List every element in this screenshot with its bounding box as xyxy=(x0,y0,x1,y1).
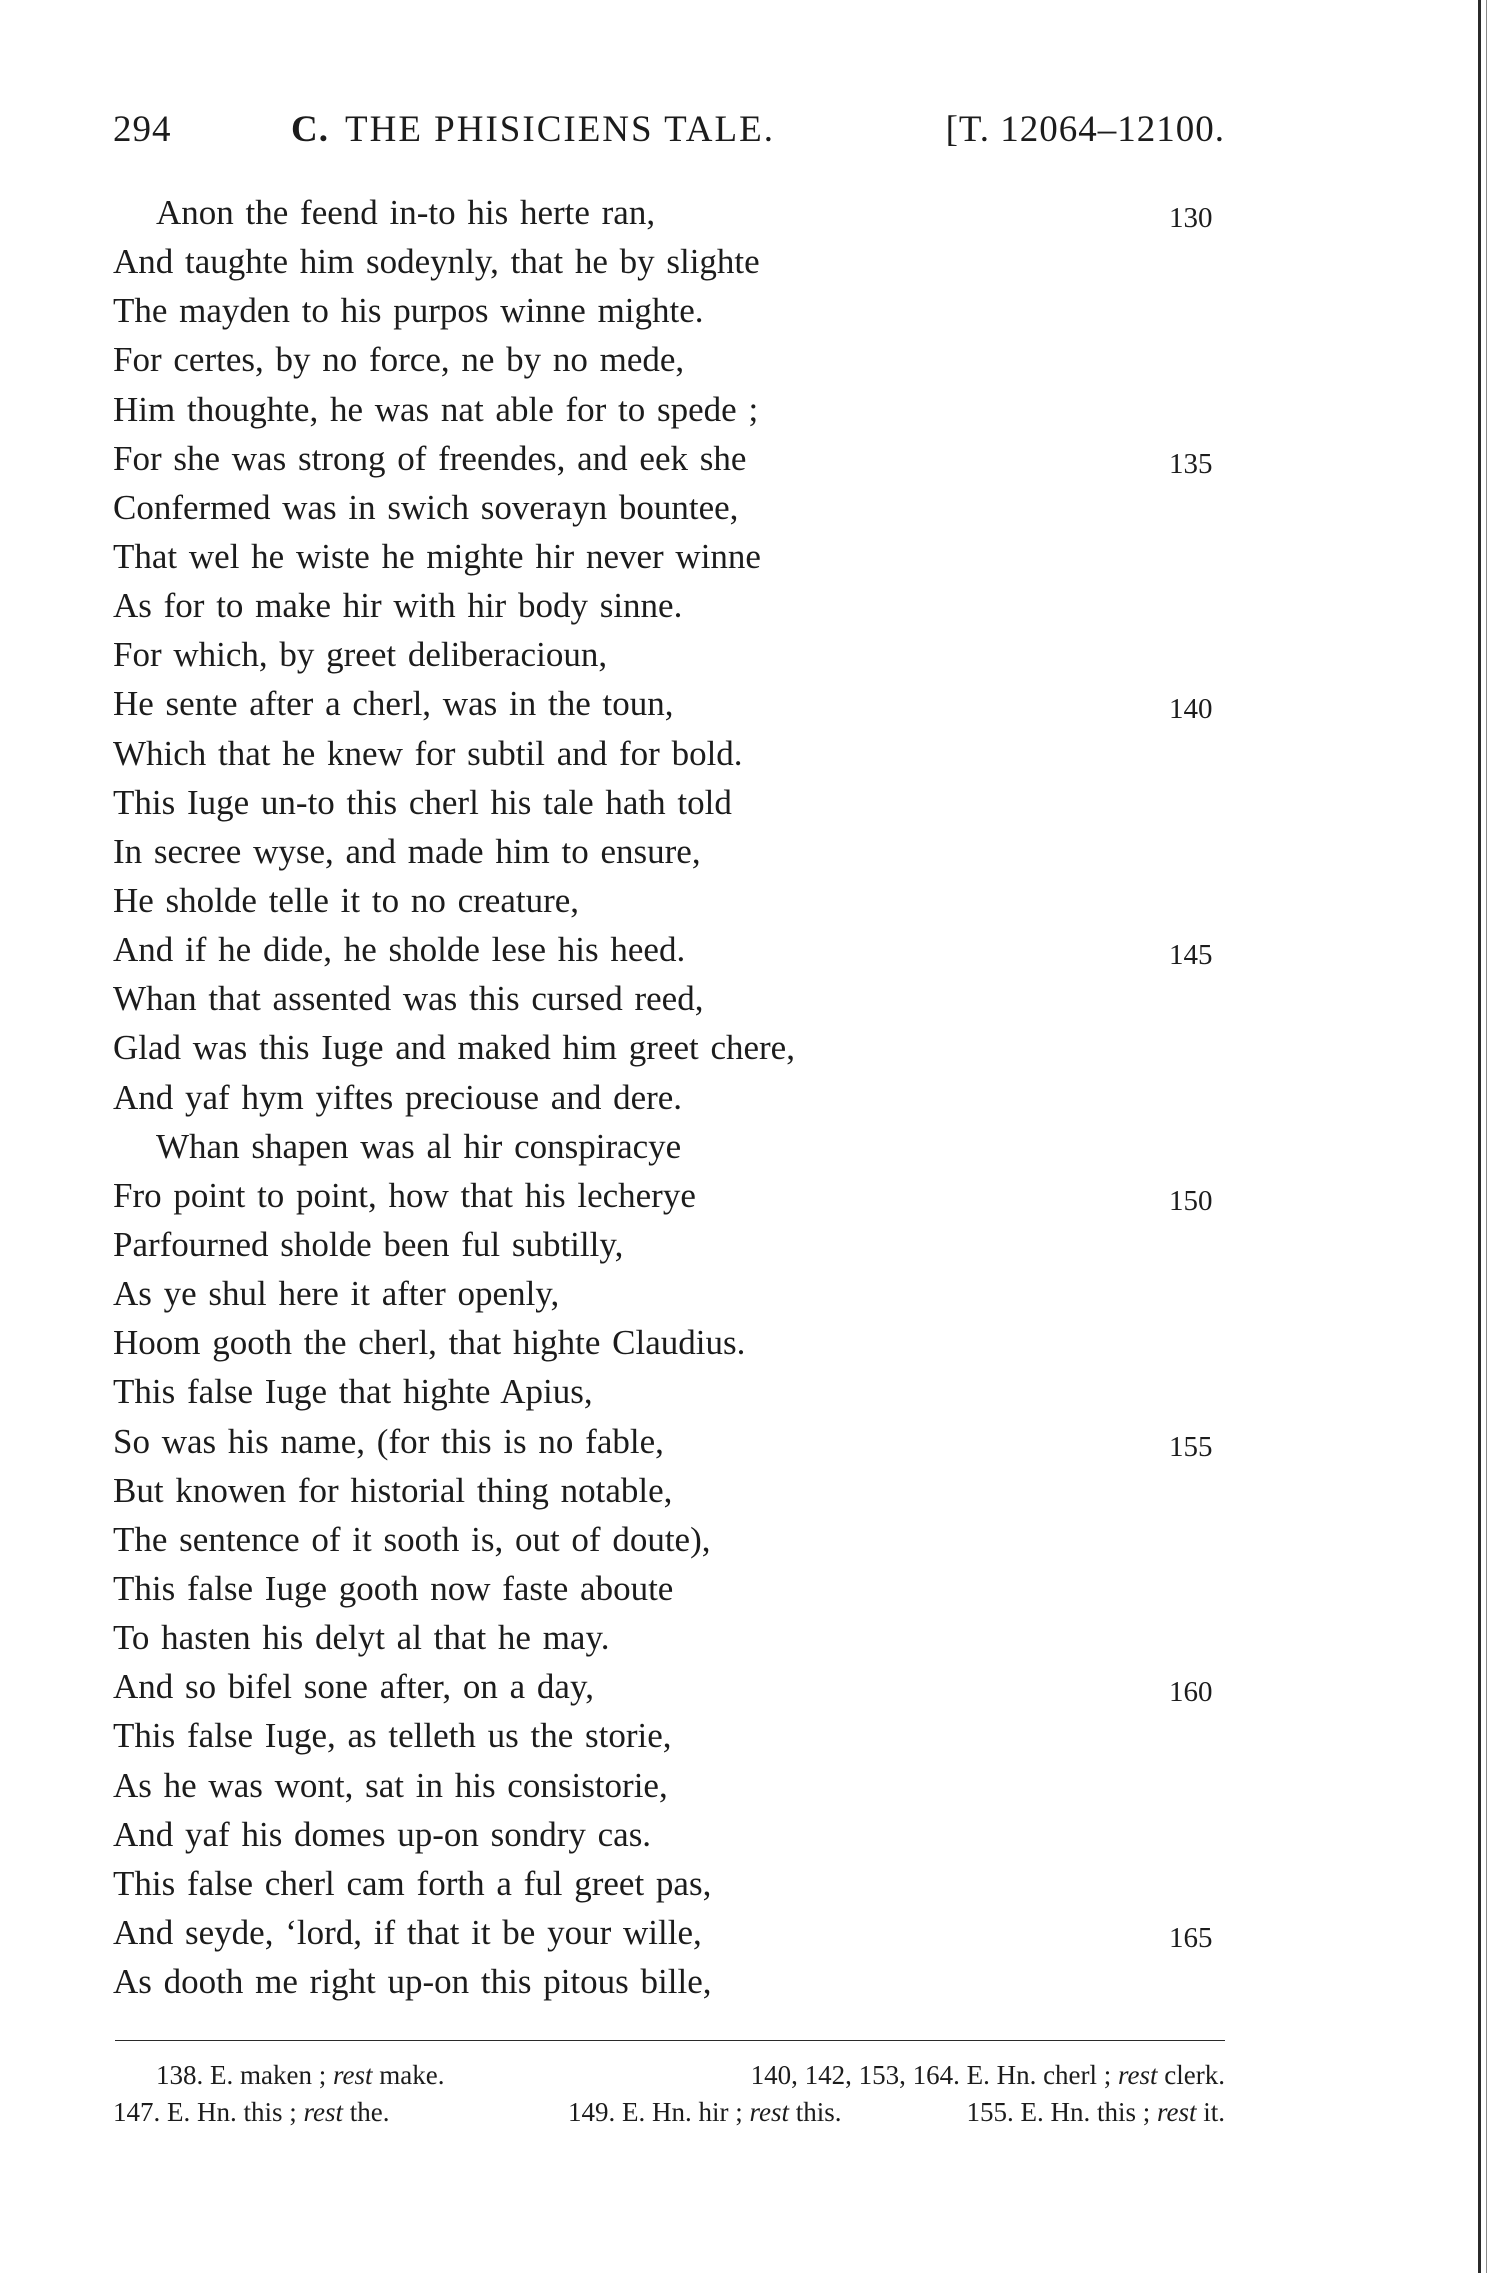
poem-line-text: The mayden to his purpos winne mighte. xyxy=(113,291,704,331)
poem-line xyxy=(113,876,1225,925)
footnote-140: 140, 142, 153, 164. E. Hn. cherl ; rest clerk. xyxy=(750,2060,1225,2090)
poem-line-text: But knowen for historial thing notable, xyxy=(113,1470,673,1510)
poem-line xyxy=(113,385,1225,434)
running-header xyxy=(113,108,1225,156)
poem-line-text: This false Iuge that highte Apius, xyxy=(113,1372,593,1412)
poem-line-text: This false Iuge gooth now faste aboute xyxy=(113,1568,674,1608)
poem-line xyxy=(113,1466,1225,1515)
page-edge-shadow xyxy=(1486,0,1487,2273)
poem-line xyxy=(113,1073,1225,1122)
poem-line-text: In secree wyse, and made him to ensure, xyxy=(113,831,701,871)
poem-line xyxy=(113,1761,1225,1810)
poem-line xyxy=(113,434,1225,483)
poem-text xyxy=(113,188,1225,2006)
poem-line-text: That wel he wiste he mighte hir never winne xyxy=(113,536,761,576)
poem-line-text: He sente after a cherl, was in the toun, xyxy=(113,684,674,724)
poem-line xyxy=(113,581,1225,630)
poem-line xyxy=(113,1957,1225,2006)
poem-line-text: Glad was this Iuge and maked him greet chere, xyxy=(113,1028,795,1068)
footnote-line xyxy=(113,2094,1225,2131)
poem-line-text: This false cherl cam forth a ful greet pas, xyxy=(113,1863,712,1903)
poem-line-text: As he was wont, sat in his consistorie, xyxy=(113,1765,668,1805)
poem-line-text: And yaf hym yiftes preciouse and dere. xyxy=(113,1077,683,1117)
poem-line-text: Confermed was in swich soverayn bountee, xyxy=(113,487,739,527)
poem-line-text: The sentence of it sooth is, out of doute), xyxy=(113,1519,711,1559)
poem-line-text: This Iuge un-to this cherl his tale hath told xyxy=(113,782,732,822)
line-number: 140 xyxy=(1169,693,1213,726)
footnote-rule xyxy=(115,2040,1225,2041)
poem-line-text: And yaf his domes up-on sondry cas. xyxy=(113,1814,652,1854)
poem-line xyxy=(113,1810,1225,1859)
poem-line-text: As for to make hir with hir body sinne. xyxy=(113,586,683,626)
poem-line xyxy=(113,1859,1225,1908)
poem-line-text: Which that he knew for subtil and for bold. xyxy=(113,733,743,773)
poem-line xyxy=(113,1908,1225,1957)
poem-line-text: To hasten his delyt al that he may. xyxy=(113,1618,610,1658)
poem-line xyxy=(113,827,1225,876)
poem-line-text: And if he dide, he sholde lese his heed. xyxy=(113,930,686,970)
poem-line xyxy=(113,1318,1225,1367)
poem-line xyxy=(113,1662,1225,1711)
section-letter: C. xyxy=(291,109,329,150)
poem-line xyxy=(113,1564,1225,1613)
poem-line xyxy=(113,335,1225,384)
poem-line xyxy=(113,630,1225,679)
poem-line-text: Whan that assented was this cursed reed, xyxy=(113,979,704,1019)
poem-line-text: And taughte him sodeynly, that he by slighte xyxy=(113,242,760,282)
poem-line xyxy=(113,1122,1225,1171)
poem-line xyxy=(113,483,1225,532)
poem-line xyxy=(113,1023,1225,1072)
page-edge xyxy=(1478,0,1481,2273)
poem-line xyxy=(113,1613,1225,1662)
poem-line-text: As ye shul here it after openly, xyxy=(113,1274,560,1314)
poem-line-text: Parfourned sholde been ful subtilly, xyxy=(113,1224,624,1264)
line-number: 155 xyxy=(1169,1430,1213,1463)
footnotes xyxy=(113,2057,1225,2131)
poem-line-text: For she was strong of freendes, and eek she xyxy=(113,438,747,478)
poem-line xyxy=(113,1367,1225,1416)
footnote-138: 138. E. maken ; rest make. xyxy=(156,2060,445,2090)
line-number: 165 xyxy=(1169,1921,1213,1954)
poem-line xyxy=(113,1711,1225,1760)
line-number: 135 xyxy=(1169,447,1213,480)
poem-line xyxy=(113,1269,1225,1318)
page-number: 294 xyxy=(113,109,172,150)
line-number: 145 xyxy=(1169,939,1213,972)
poem-line xyxy=(113,1171,1225,1220)
poem-line-text: As dooth me right up-on this pitous bille, xyxy=(113,1962,712,2002)
poem-line-text: For which, by greet deliberacioun, xyxy=(113,635,608,675)
poem-line-text: This false Iuge, as telleth us the storie, xyxy=(113,1716,672,1756)
poem-line xyxy=(113,974,1225,1023)
tale-title: THE PHISICIENS TALE. xyxy=(345,109,775,150)
footnote-line xyxy=(113,2057,1225,2094)
poem-line xyxy=(113,1220,1225,1269)
poem-line xyxy=(113,188,1225,237)
line-range: [T. 12064–12100. xyxy=(945,109,1225,150)
poem-line xyxy=(113,729,1225,778)
poem-line-text: And so bifel sone after, on a day, xyxy=(113,1667,594,1707)
line-number: 150 xyxy=(1169,1184,1213,1217)
footnote-149: 149. E. Hn. hir ; rest this. xyxy=(568,2097,842,2127)
poem-line xyxy=(113,532,1225,581)
poem-line-text: Anon the feend in-to his herte ran, xyxy=(156,193,656,232)
poem-line-text: Fro point to point, how that his lecherye xyxy=(113,1175,696,1215)
poem-line-text: Whan shapen was al hir conspiracye xyxy=(156,1126,682,1166)
poem-line-text: He sholde telle it to no creature, xyxy=(113,880,580,920)
footnote-155: 155. E. Hn. this ; rest it. xyxy=(966,2097,1225,2127)
poem-line-text: For certes, by no force, ne by no mede, xyxy=(113,340,685,380)
poem-line xyxy=(113,679,1225,728)
line-number: 130 xyxy=(1169,202,1213,234)
poem-line xyxy=(113,286,1225,335)
poem-line-text: So was his name, (for this is no fable, xyxy=(113,1421,664,1461)
footnote-147: 147. E. Hn. this ; rest the. xyxy=(113,2097,390,2127)
poem-line xyxy=(113,925,1225,974)
poem-line-text: Hoom gooth the cherl, that highte Claudius. xyxy=(113,1323,746,1363)
poem-line-text: Him thoughte, he was nat able for to spede ; xyxy=(113,389,759,429)
poem-line xyxy=(113,778,1225,827)
poem-line xyxy=(113,237,1225,286)
poem-line-text: And seyde, ‘lord, if that it be your wille, xyxy=(113,1912,702,1952)
poem-line xyxy=(113,1515,1225,1564)
line-number: 160 xyxy=(1169,1676,1213,1709)
poem-line xyxy=(113,1417,1225,1466)
